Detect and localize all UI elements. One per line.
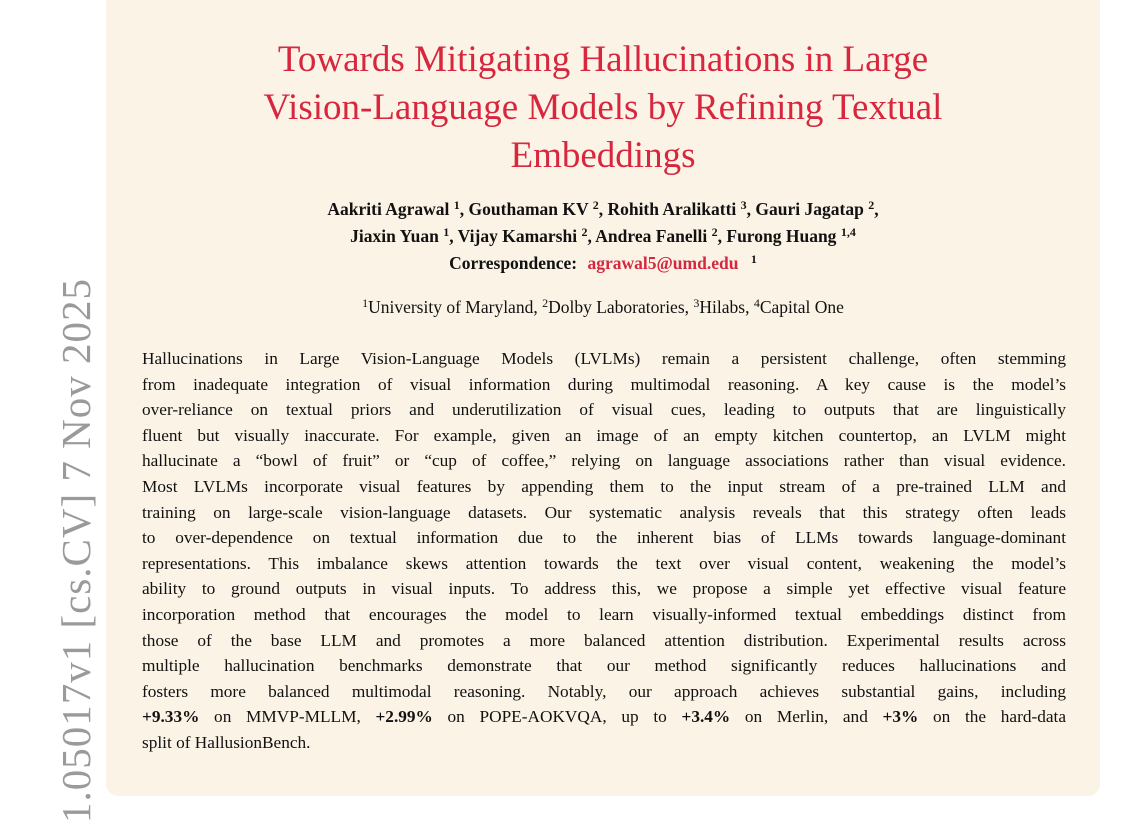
abstract-line: fosters more balanced multimodal reasoning. Notably, our approach achieves substantial gains, including [142, 681, 1066, 701]
abstract-line: Most LVLMs incorporate visual features by appending them to the input stream of a pre-trained LLM and [142, 476, 1066, 496]
author-affiliation-mark: 1 [443, 225, 450, 239]
abstract-line: ability to ground outputs in visual inputs. To address this, we propose a simple yet effective visual feature [142, 579, 1066, 599]
abstract-line: incorporation method that encourages the model to learn visually-informed textual embeddings distinct from [142, 604, 1066, 624]
affiliation-number: 2 [542, 296, 549, 310]
abstract-line: fluent but visually inaccurate. For example, given an image of an empty kitchen countertop, an LVLM might [142, 425, 1066, 445]
gain-value: +3% [882, 707, 919, 727]
author-name: Aakriti Agrawal [327, 199, 450, 219]
gain-value: +3.4% [681, 707, 731, 727]
abstract-panel [106, 0, 1100, 796]
author-line-1: Aakriti Agrawal $^1$, Gouthaman KV $^2$, Rohith Aralikatti $^3$, Gauri Jagatap $^2$, [327, 198, 879, 219]
author-name: Gouthaman KV [468, 199, 589, 219]
gain-value: +2.99% [375, 707, 433, 727]
affiliation-number: 4 [753, 296, 760, 310]
correspondence-label: Correspondence: [449, 253, 578, 273]
author-name: Gauri Jagatap [755, 199, 864, 219]
email-affiliation-mark: 1 [750, 252, 757, 266]
correspondence-line [106, 250, 1100, 277]
title-line: Towards Mitigating Hallucinations in Large [277, 39, 929, 80]
abstract-line: over-reliance on textual priors and underutilization of visual cues, leading to outputs that are linguistically [142, 400, 1066, 420]
gain-benchmark-text: on Merlin, and [730, 707, 883, 727]
abstract-line: from inadequate integration of visual information during multimodal reasoning. A key cause is the model’s [142, 374, 1066, 394]
affiliation-list: $^1$University of Maryland, $^2$Dolby Laboratories, $^3$Hilabs, $^4$Capital One [362, 296, 844, 317]
abstract-line: hallucinate a “bowl of fruit” or “cup of coffee,” relying on language associations rather than visual evidence. [142, 451, 1066, 471]
author-name: Furong Huang [726, 226, 837, 246]
gain-benchmark-text: on MMVP-MLLM, [199, 707, 376, 727]
abstract-line: training on large-scale vision-language datasets. Our systematic analysis reveals that this strategy often leads [142, 502, 1066, 522]
affiliation-number: 3 [693, 296, 700, 310]
author-affiliation-mark: 3 [740, 198, 747, 212]
gain-value: +9.33% [142, 707, 200, 727]
abstract-body [142, 346, 1066, 756]
author-affiliation-mark: 1 [453, 198, 460, 212]
author-name: Vijay Kamarshi [457, 226, 578, 246]
affiliation-name: Capital One [759, 297, 844, 317]
affiliation-number: 1 [362, 296, 369, 310]
title-line: Vision-Language Models by Refining Textual [263, 87, 943, 128]
abstract-line: multiple hallucination benchmarks demonstrate that our method significantly reduces hallucinations and [142, 656, 1066, 676]
author-affiliation-mark: 2 [592, 198, 599, 212]
abstract-gains-line [142, 704, 1066, 730]
author-affiliation-mark: 1,4 [840, 225, 856, 239]
arxiv-identifier-stamp: 1.05017v1 [cs.CV] 7 Nov 2025 [53, 277, 99, 823]
abstract-line: Hallucinations in Large Vision-Language Models (LVLMs) remain a persistent challenge, often stemming [142, 349, 1066, 368]
abstract-line: split of HallusionBench. [142, 732, 311, 752]
affiliation-name: Dolby Laboratories [548, 297, 685, 317]
affiliation-name: University of Maryland [368, 297, 534, 317]
title-line: Embeddings [510, 135, 696, 176]
author-affiliation-mark: 2 [711, 225, 718, 239]
correspondence-email-link[interactable]: agrawal5@umd.edu [587, 253, 739, 273]
abstract-line: those of the base LLM and promotes a more balanced attention distribution. Experimental results across [142, 630, 1066, 650]
author-name: Andrea Fanelli [595, 226, 708, 246]
affiliation-name: Hilabs [699, 297, 746, 317]
author-affiliation-mark: 2 [868, 198, 875, 212]
author-name: Jiaxin Yuan [350, 226, 439, 246]
paper-title [106, 36, 1100, 180]
author-line-2: Jiaxin Yuan $^1$, Vijay Kamarshi $^2$, Andrea Fanelli $^2$, Furong Huang $^{1,4}$ [350, 225, 856, 246]
abstract-line: to over-dependence on textual information due to the inherent bias of LLMs towards language-dominant [142, 528, 1066, 548]
author-affiliation-mark: 2 [581, 225, 588, 239]
abstract-line: representations. This imbalance skews attention towards the text over visual content, weakening the model’s [142, 553, 1066, 573]
author-list [106, 196, 1100, 277]
author-name: Rohith Aralikatti [607, 199, 737, 219]
gain-benchmark-text: on the hard-data [918, 707, 1066, 727]
gain-benchmark-text: on POPE-AOKVQA, up to [432, 707, 682, 727]
